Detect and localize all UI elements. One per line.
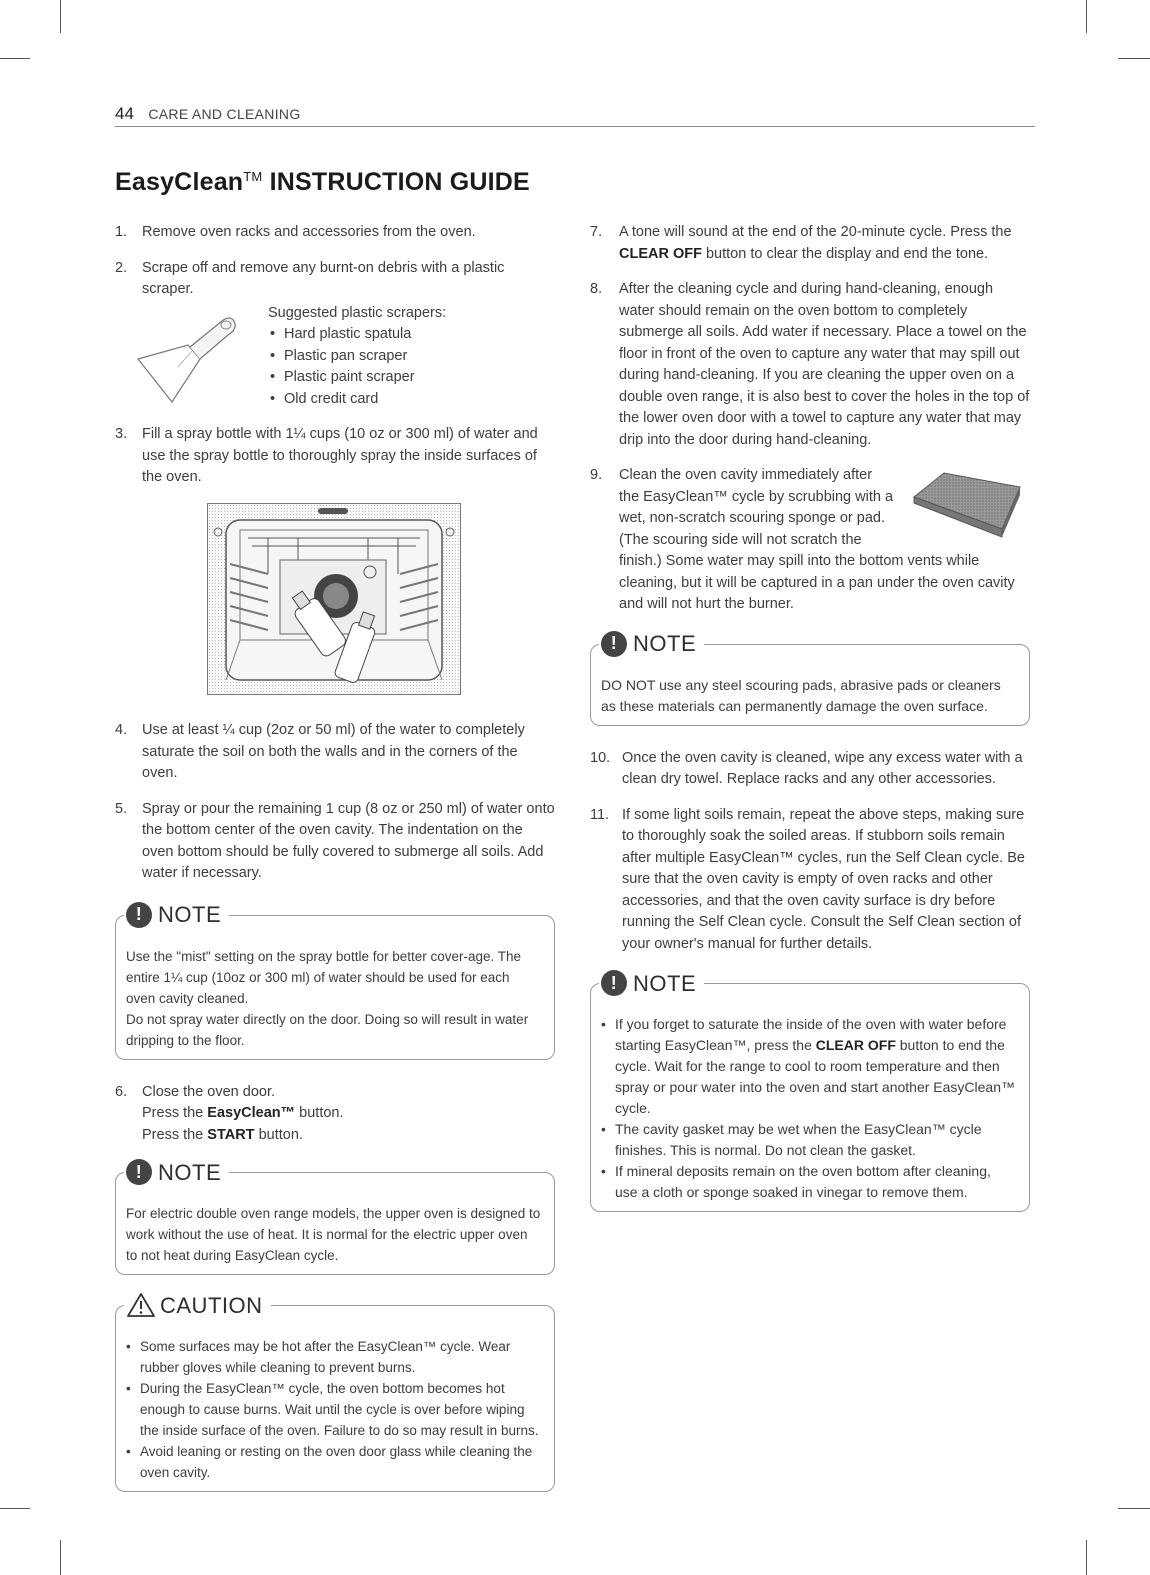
easyclean-button-label: EasyClean™ bbox=[207, 1105, 296, 1121]
clear-off-button-label: CLEAR OFF bbox=[619, 245, 702, 262]
scouring-sponge-illustration bbox=[904, 467, 1024, 547]
note-title: NOTE bbox=[158, 1159, 222, 1185]
crop-mark bbox=[60, 1540, 61, 1575]
step-text: Spray or pour the remaining 1 cup (8 oz or 250 ml) of water onto the bottom center of the oven cavity. The indentation on the oven bottom should be fully covered to submerge all soils. Add water if necessary. bbox=[142, 800, 555, 881]
step-text: Clean the oven cavity immediately after the EasyClean™ cycle by scrubbing with a wet, non-scratch scouring sponge or pad. (The scouring side will not scratch the finish.) Some water may spill into the bottom vents while cleaning, but it will be captured in a pan under the oven cavity and will not hurt the burner. bbox=[619, 467, 1015, 612]
caution-item: • Avoid leaning or resting on the oven door glass while cleaning the oven cavity. bbox=[126, 1441, 542, 1483]
scraper-item: • Plastic paint scraper bbox=[268, 367, 446, 389]
step-number: 11. bbox=[590, 806, 610, 823]
step-7: 7. A tone will sound at the end of the 20-minute cycle. Press the CLEAR OFF button to clear the display and end the tone. bbox=[590, 224, 1012, 262]
exclamation-icon: ! bbox=[126, 1159, 152, 1185]
step-number: 2. bbox=[115, 259, 128, 276]
step-number: 4. bbox=[115, 722, 128, 738]
step-text: Remove oven racks and accessories from the oven. bbox=[142, 224, 476, 240]
crop-mark bbox=[1086, 0, 1087, 33]
step-number: 3. bbox=[115, 426, 128, 442]
step-number: 7. bbox=[590, 224, 603, 240]
page-title bbox=[115, 168, 530, 197]
step-5 bbox=[115, 799, 555, 885]
exclamation-icon: ! bbox=[126, 902, 152, 928]
note-box-tips bbox=[590, 970, 1030, 1212]
step-4 bbox=[115, 720, 555, 785]
step-11 bbox=[590, 805, 1030, 956]
oven-cavity-illustration bbox=[207, 503, 461, 695]
step-10 bbox=[590, 748, 1030, 791]
note-box-electric bbox=[115, 1159, 555, 1275]
step-3 bbox=[115, 424, 555, 489]
caution-label bbox=[124, 1292, 271, 1318]
left-column bbox=[115, 222, 555, 1506]
scraper-item: • Plastic pan scraper bbox=[268, 346, 446, 368]
crop-mark bbox=[0, 1508, 30, 1509]
scraper-list bbox=[268, 303, 446, 411]
note-item: • If mineral deposits remain on the oven bottom after cleaning, use a cloth or sponge soaked in vinegar to remove them. bbox=[601, 1161, 1017, 1203]
note-text: For electric double oven range models, the upper oven is designed to work without the use of heat. It is normal for the electric upper oven to not heat during EasyClean cycle. bbox=[126, 1206, 541, 1263]
step-text: Close the oven door. bbox=[142, 1083, 276, 1100]
step-text: Fill a spray bottle with 1¼ cups (10 oz or 300 ml) of water and use the spray bottle to thoroughly spray the inside surfaces of the oven. bbox=[142, 426, 538, 485]
warning-triangle-icon bbox=[126, 1292, 156, 1318]
note-title: NOTE bbox=[633, 970, 697, 996]
step-text: Scrape off and remove any burnt-on debris with a plastic scraper. bbox=[142, 259, 505, 297]
step-number: 6. bbox=[115, 1083, 128, 1100]
crop-mark bbox=[60, 0, 61, 33]
step-9 bbox=[590, 465, 1030, 616]
right-column bbox=[590, 222, 1030, 1226]
caution-item: • Some surfaces may be hot after the EasyClean™ cycle. Wear rubber gloves while cleaning to prevent burns. bbox=[126, 1336, 542, 1378]
title-main: EasyClean bbox=[115, 168, 244, 196]
note-box-scouring bbox=[590, 631, 1030, 726]
crop-mark bbox=[1118, 1508, 1150, 1509]
scraper-item: • Old credit card bbox=[268, 389, 446, 411]
scraper-heading: Suggested plastic scrapers: bbox=[268, 304, 447, 321]
step-1 bbox=[115, 222, 555, 244]
step-number: 8. bbox=[590, 281, 603, 297]
step-text: Use at least ¼ cup (2oz or 50 ml) of the water to completely saturate the soil on both the walls and in the corners of the oven. bbox=[142, 722, 525, 781]
caution-item: • During the EasyClean™ cycle, the oven bottom becomes hot enough to cause burns. Wait until the cycle is over before wiping the inside surface of the oven. Failure to do so may result in burns. bbox=[126, 1378, 542, 1441]
crop-mark bbox=[0, 58, 30, 59]
title-rest: INSTRUCTION GUIDE bbox=[262, 168, 530, 196]
note-text: Use the "mist" setting on the spray bottle for better cover-age. The entire 1¼ cup (10oz or 300 ml) of water should be used for each oven cavity cleaned. bbox=[126, 948, 522, 1006]
clear-off-button-label: CLEAR OFF bbox=[815, 1037, 896, 1053]
step-text: Press the EasyClean™ button. bbox=[142, 1105, 344, 1121]
step-number: 10. bbox=[590, 749, 611, 766]
step-number: 1. bbox=[115, 224, 128, 240]
step-8 bbox=[590, 279, 1030, 451]
exclamation-icon: ! bbox=[601, 970, 627, 996]
section-title: CARE AND CLEANING bbox=[148, 106, 301, 122]
scraper-suggestions bbox=[115, 303, 555, 411]
note-label bbox=[124, 902, 229, 928]
note-text: Do not spray water directly on the door. Doing so will result in water dripping to the floor. bbox=[126, 1011, 529, 1048]
page-header bbox=[115, 104, 1035, 127]
note-label bbox=[124, 1159, 229, 1185]
step-2 bbox=[115, 258, 555, 301]
caution-title: CAUTION bbox=[160, 1292, 263, 1318]
step-6 bbox=[115, 1082, 555, 1147]
crop-mark bbox=[1118, 58, 1150, 59]
note-text: DO NOT use any steel scouring pads, abrasive pads or cleaners as these materials can permanently damage the oven surface. bbox=[601, 676, 1001, 714]
caution-box bbox=[115, 1292, 555, 1492]
step-number: 5. bbox=[115, 800, 128, 817]
exclamation-icon: ! bbox=[601, 631, 627, 657]
note-box-spray bbox=[115, 902, 555, 1060]
plastic-scraper-illustration bbox=[130, 307, 250, 407]
note-label bbox=[599, 631, 704, 657]
note-title: NOTE bbox=[633, 631, 697, 656]
note-item: • The cavity gasket may be wet when the EasyClean™ cycle finishes. This is normal. Do not clean the gasket. bbox=[601, 1119, 1017, 1161]
start-button-label: START bbox=[207, 1126, 255, 1143]
note-title: NOTE bbox=[158, 902, 222, 927]
step-text: Once the oven cavity is cleaned, wipe any excess water with a clean dry towel. Replace racks and any other accessories. bbox=[622, 749, 1023, 787]
crop-mark bbox=[1086, 1540, 1087, 1575]
title-trademark: TM bbox=[243, 169, 263, 184]
step-text: If some light soils remain, repeat the above steps, making sure to thoroughly soak the soiled areas. If stubborn soils remain after multiple EasyClean™ cycles, run the Self Clean cycle. Be sure that the oven cavity is empty of oven racks and other accessories, and that the oven cavity surface is dry before running the Self Clean cycle. Consult the Self Clean section of your owner's manual for further details. bbox=[622, 806, 1025, 952]
step-number: 9. bbox=[590, 467, 603, 483]
note-item: • If you forget to saturate the inside of the oven with water before starting EasyClean™, press the CLEAR OFF button to end the cycle. Wait for the range to cool to room temperature and then spray or pour water into the oven and start another EasyClean™ cycle. bbox=[601, 1014, 1017, 1119]
scraper-item: • Hard plastic spatula bbox=[268, 324, 446, 346]
note-label bbox=[599, 970, 704, 996]
step-text: After the cleaning cycle and during hand-cleaning, enough water should remain on the oven bottom to completely submerge all soils. Add water if necessary. Place a towel on the floor in front of the oven to capture any water that may spill out during hand-cleaning. If you are cleaning the upper oven on a double oven range, it is also best to cover the holes in the top of the lower oven door with a towel to capture any water that may drip into the door during hand-cleaning. bbox=[619, 281, 1030, 448]
page-number: 44 bbox=[115, 104, 134, 123]
step-text: Press the START button. bbox=[142, 1126, 303, 1143]
